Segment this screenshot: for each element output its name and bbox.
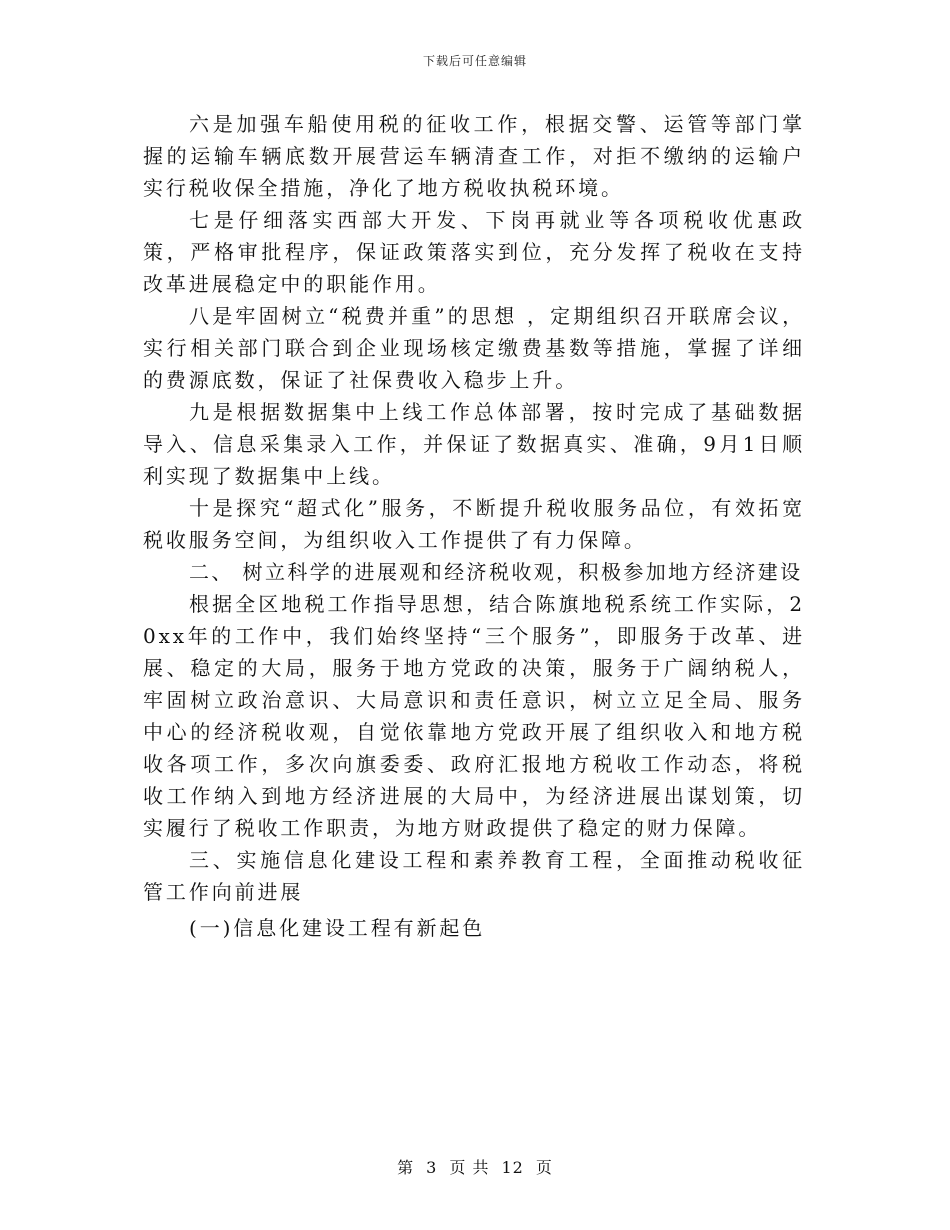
- footer-prefix: 第: [397, 1158, 415, 1177]
- subsection-heading-one: (一)信息化建设工程有新起色: [189, 916, 486, 940]
- document-body: [143, 108, 805, 944]
- section-heading-three: 三、实施信息化建设工程和素养教育工程，全面推动税收征管工作向前进展: [143, 848, 805, 904]
- page-footer: [0, 1155, 950, 1178]
- paragraph-preferential-policy: 七是仔细落实西部大开发、下岗再就业等各项税收优惠政策，严格审批程序，保证政策落实到位，充分发挥了税收在支持改革进展稳定中的职能作用。: [143, 208, 805, 296]
- page-header: 下载后可任意编辑: [422, 54, 527, 68]
- section-heading-two: 二、 树立科学的进展观和经济税收观，积极参加地方经济建设: [189, 560, 803, 584]
- footer-total-pages: 12: [501, 1158, 524, 1177]
- paragraph-service: 十是探究“超式化”服务，不断提升税收服务品位，有效拓宽税收服务空间，为组织收入工作提供了有力保障。: [143, 496, 805, 552]
- footer-middle: 页 共: [449, 1158, 490, 1177]
- paragraph-vehicle-tax: 六是加强车船使用税的征收工作，根据交警、运管等部门掌握的运输车辆底数开展营运车辆清查工作，对拒不缴纳的运输户实行税收保全措施，净化了地方税收执税环境。: [143, 112, 805, 200]
- paragraph-tax-and-fee: 八是牢固树立“税费并重”的思想 ，定期组织召开联席会议，实行相关部门联合到企业现场核定缴费基数等措施，掌握了详细的费源底数，保证了社保费收入稳步上升。: [143, 304, 805, 392]
- paragraph-data-centralization: 九是根据数据集中上线工作总体部署，按时完成了基础数据导入、信息采集录入工作，并保证了数据真实、准确，9月1日顺利实现了数据集中上线。: [143, 400, 805, 488]
- footer-current-page: 3: [426, 1158, 438, 1177]
- paragraph-economic-view: 根据全区地税工作指导思想，结合陈旗地税系统工作实际，20xx年的工作中，我们始终坚持“三个服务”，即服务于改革、进展、稳定的大局，服务于地方党政的决策，服务于广阔纳税人，牢固树立政治意识、大局意识和责任意识，树立立足全局、服务中心的经济税收观，自觉依靠地方党政开展了组织收入和地方税收各项工作，多次向旗委委、政府汇报地方税收工作动态，将税收工作纳入到地方经济进展的大局中，为经济进展出谋划策，切实履行了税收工作职责，为地方财政提供了稳定的财力保障。: [143, 592, 805, 840]
- footer-suffix: 页: [535, 1158, 553, 1177]
